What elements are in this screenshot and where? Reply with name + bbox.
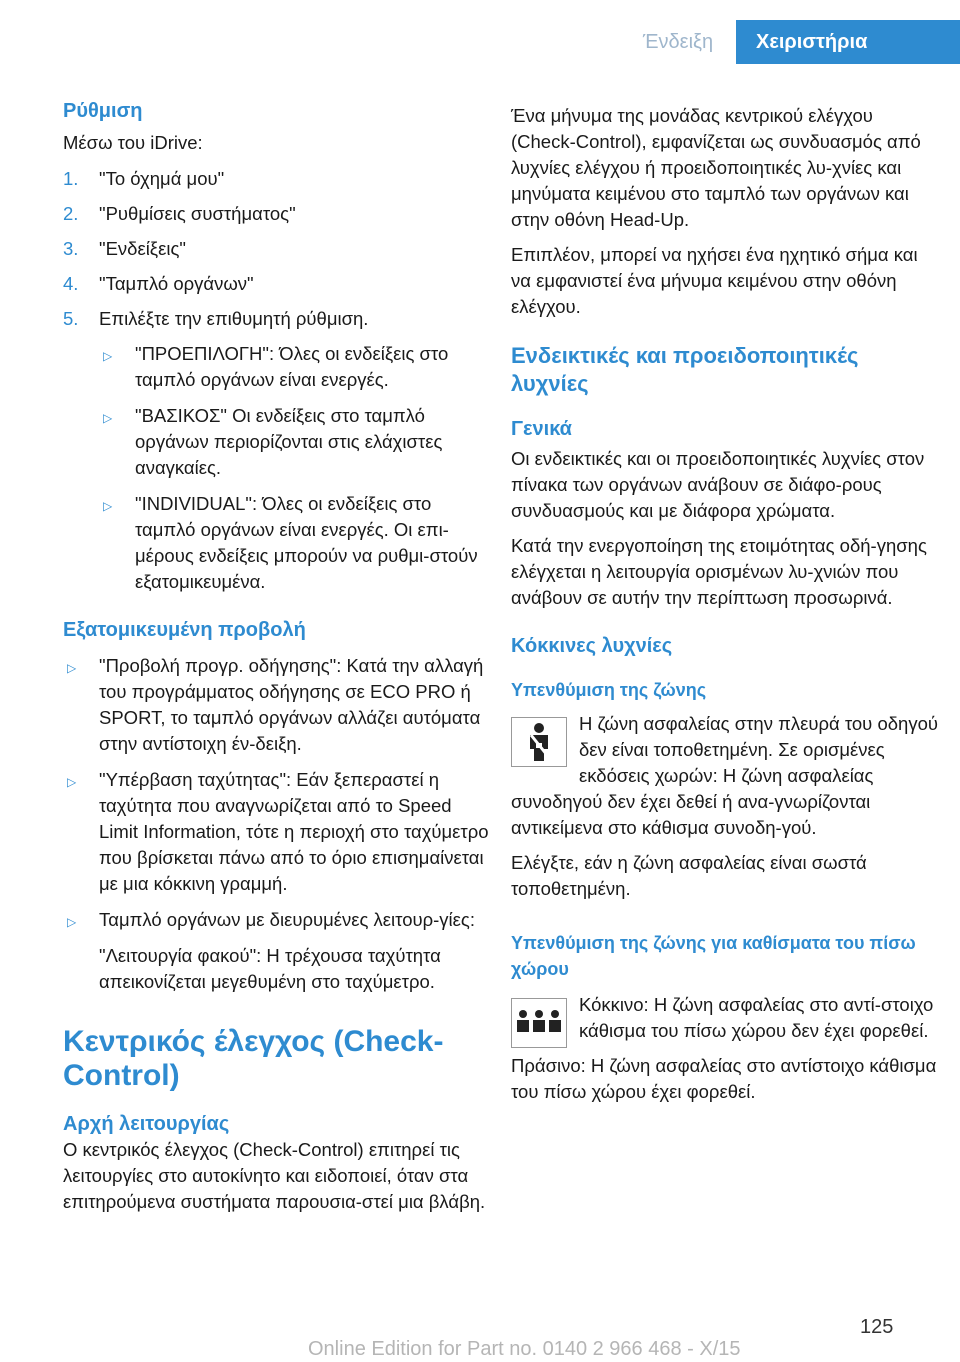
page-number: 125 [860, 1316, 894, 1338]
custom-item: ▷ "Προβολή προγρ. οδήγησης": Κατά την αλλαγή του προγράμματος οδήγησης σε ECO PRO ή SPORT, το ταμπλό οργάνων αλλάζει αυτόματα στην αντίστοιχη έν-δειξη. [67, 655, 484, 754]
manual-tab[interactable]: Χειριστήρια [736, 20, 960, 64]
custom-view-heading: Εξατομικευμένη προβολή [63, 619, 306, 641]
triangle-bullet-icon: ▷ [103, 499, 113, 513]
belt-reminder-heading: Υπενθύμιση της ζώνης [511, 680, 707, 700]
page-header [0, 0, 960, 64]
lights-heading: Ενδεικτικές και προειδοποιητικές λυχνίες [511, 343, 859, 396]
rear-belt-block: Κόκκινο: Η ζώνη ασφαλείας στο αντί-στοιχο κάθισμα του πίσω χώρου δεν έχει φορεθεί. [511, 992, 941, 1044]
triangle-bullet-icon: ▷ [67, 915, 77, 929]
rear-seats-icon [511, 998, 567, 1048]
principle-text: Ο κεντρικός έλεγχος (Check-Control) επιτηρεί τις λειτουργίες στο αυτοκίνητο και ειδοποιεί, όταν στα επιτηρούμενα συστήματα παρουσια-στεί μια βλάβη. [63, 1139, 486, 1212]
triangle-bullet-icon: ▷ [67, 661, 77, 675]
red-lights-heading: Κόκκινες λυχνίες [511, 635, 673, 657]
option-item: ▷ "ΠΡΟΕΠΙΛΟΓΗ": Όλες οι ενδείξεις στο ταμπλό οργάνων είναι ενεργές. [103, 343, 449, 390]
general-heading: Γενικά [511, 418, 572, 440]
steps-list [63, 166, 493, 332]
step-item: 1. "Το όχημά μου" [63, 168, 225, 189]
principle-heading: Αρχή λειτουργίας [63, 1113, 230, 1135]
general-text-1: Οι ενδεικτικές και οι προειδοποιητικές λυχνίες στον πίνακα των οργάνων ανάβουν σε διάφο-ρους συνδυασμούς και με διάφορα χρώματα. [511, 448, 925, 521]
edition-footer: Online Edition for Part no. 0140 2 966 468 - X/15 [308, 1338, 741, 1360]
option-item: ▷ "ΒΑΣΙΚΟΣ" Οι ενδείξεις στο ταμπλό οργάνων περιορίζονται στις ελάχιστες αναγκαίες. [103, 405, 443, 478]
cc-signal-text: Επιπλέον, μπορεί να ηχήσει ένα ηχητικό σήμα και να εμφανιστεί ένα μήνυμα κειμένου στην οθόνη ελέγχου. [511, 244, 918, 317]
step-item: 2. "Ρυθμίσεις συστήματος" [63, 203, 296, 224]
general-text-2: Κατά την ενεργοποίηση της ετοιμότητας οδή-γησης ελέγχεται η λειτουργία ορισμένων λυ-χνιών που ανάβουν σε αυτήν την περίπτωση προσωρινά. [511, 535, 927, 608]
via-idrive-text: Μέσω του iDrive: [63, 132, 203, 153]
options-list [99, 341, 493, 595]
left-column [63, 98, 493, 1224]
step-item: 4. "Ταμπλό οργάνων" [63, 273, 254, 294]
custom-view-list [63, 653, 493, 995]
triangle-bullet-icon: ▷ [103, 349, 113, 363]
rear-green-text: Πράσινο: Η ζώνη ασφαλείας στο αντίστοιχο κάθισμα του πίσω χώρου έχει φορεθεί. [511, 1055, 937, 1102]
seatbelt-icon [511, 717, 567, 767]
cc-message-text: Ένα μήνυμα της μονάδας κεντρικού ελέγχου (Check-Control), εμφανίζεται ως συνδυασμός από λυχνίες ελέγχου ή προειδοποιητικές λυ-χνίες και μηνύματα κειμένου στο ταμπλό των οργάνων και στην οθόνη Head-Up. [511, 105, 921, 230]
custom-item: ▷ Ταμπλό οργάνων με διευρυμένες λειτουρ-γίες: "Λειτουργία φακού": Η τρέχουσα ταχύτητα απεικονίζεται μεγεθυμένη στο ταχύμετρο. [63, 907, 493, 995]
check-control-heading: Κεντρικός έλεγχος (Check-Control) [63, 1025, 444, 1092]
step-item: 3. "Ενδείξεις" [63, 238, 186, 259]
triangle-bullet-icon: ▷ [67, 775, 77, 789]
step-item: 5. Επιλέξτε την επιθυμητή ρύθμιση. [63, 308, 369, 329]
belt-reminder-block: Η ζώνη ασφαλείας στην πλευρά του οδηγού δεν είναι τοποθετημένη. Σε ορισμένες εκδόσεις χωρών: Η ζώνη ασφαλείας συνοδηγού δεν έχει δεθεί ή ανα-γνωρίζονται αντικείμενα στο κάθισμα συνοδη-γού. [511, 713, 938, 838]
right-column [511, 103, 941, 1114]
option-item: ▷ "INDIVIDUAL": Όλες οι ενδείξεις στο ταμπλό οργάνων είναι ενεργές. Οι επι-μέρους ενδείξεις μπορούν να ρυθμι-στούν εξατομικευμένα. [103, 493, 478, 592]
section-tab[interactable]: Ένδειξη [620, 20, 736, 64]
headlight-note: "Λειτουργία φακού": Η τρέχουσα ταχύτητα απεικονίζεται μεγεθυμένη στο ταχύμετρο. [99, 945, 441, 992]
custom-item: ▷ "Υπέρβαση ταχύτητας": Εάν ξεπεραστεί η ταχύτητα που αναγνωρίζεται από το Speed Limit Information, τότε η περιοχή στο ταχύμετρο που βρίσκεται πάνω από το όριο επισημαίνεται με μια κόκκινη γραμμή. [67, 769, 489, 894]
belt-check-text: Ελέγξτε, εάν η ζώνη ασφαλείας είναι σωστά τοποθετημένη. [511, 852, 867, 899]
triangle-bullet-icon: ▷ [103, 411, 113, 425]
setting-heading: Ρύθμιση [63, 100, 143, 122]
rear-belt-heading: Υπενθύμιση της ζώνης για καθίσματα του πίσω χώρου [511, 933, 916, 979]
